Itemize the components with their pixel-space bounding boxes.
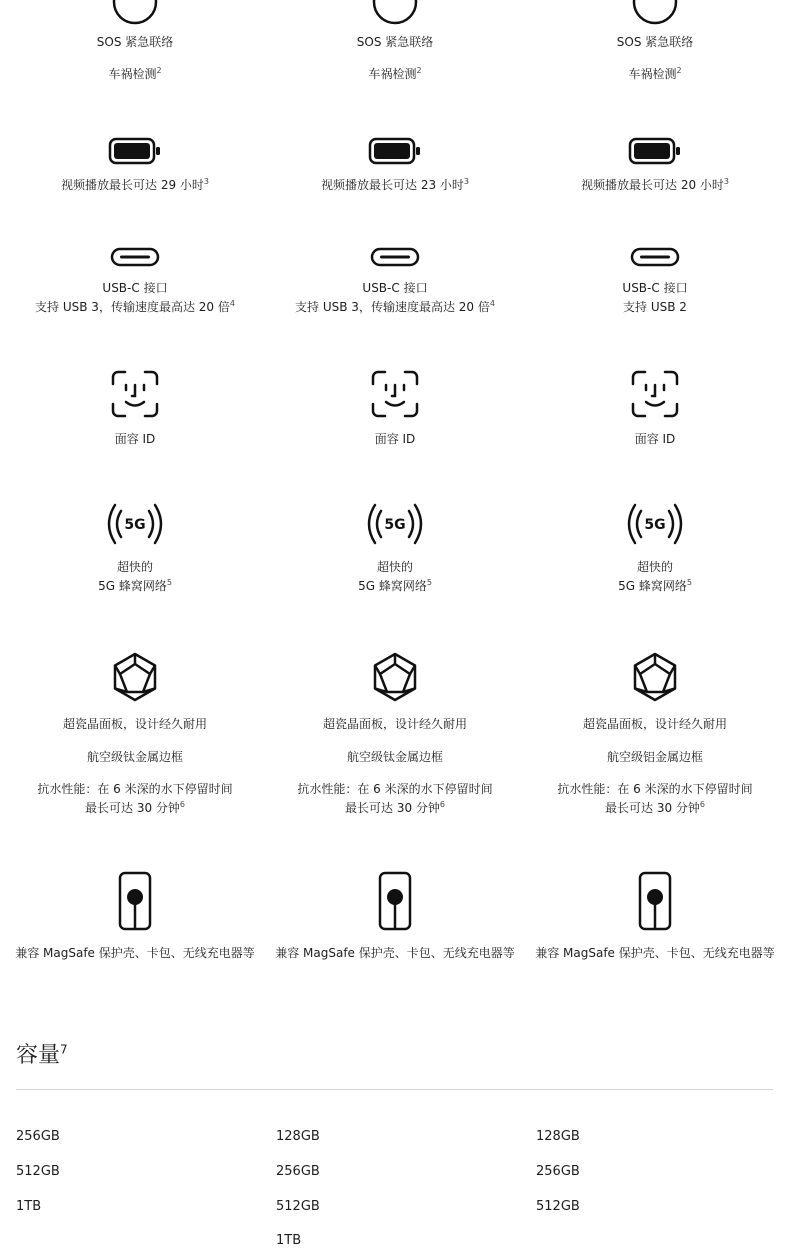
5g-label-line2: 5G 蜂窝网络$^5$: [618, 578, 692, 593]
5g-label-line1: 超快的: [116, 560, 153, 574]
water-label-line1: 抗水性能：在 6 米深的水下停留时间: [37, 782, 233, 796]
capacity-option: 128GB: [536, 1129, 580, 1144]
usb-title: USB-C 接口: [102, 281, 168, 295]
capacity-option: 512GB: [16, 1164, 60, 1179]
battery-icon: [368, 137, 422, 165]
5g-icon: [625, 501, 685, 547]
face-id-icon: [370, 369, 420, 419]
5g-label-line2: 5G 蜂窝网络$^5$: [358, 578, 432, 593]
5g-label-line1: 超快的: [636, 560, 673, 574]
face-id-label: 面容 ID: [634, 432, 676, 446]
frame-label: 航空级钛金属边框: [346, 750, 443, 764]
crash-detection-label: 车祸检测$^2$: [628, 66, 682, 81]
water-label-line1: 抗水性能：在 6 米深的水下停留时间: [297, 782, 493, 796]
water-label-line2: 最长可达 30 分钟$^6$: [605, 800, 705, 815]
battery-label: 视频播放最长可达 23 小时$^3$: [321, 177, 469, 192]
usb-detail: 支持 USB 2: [623, 300, 687, 314]
capacity-option: 256GB: [276, 1164, 320, 1179]
ceramic-label: 超瓷晶面板，设计经久耐用: [62, 717, 207, 731]
ceramic-shield-icon: [630, 652, 680, 702]
magsafe-label: 兼容 MagSafe 保护壳、卡包、无线充电器等: [275, 946, 515, 960]
capacity-option: 512GB: [276, 1199, 320, 1214]
capacity-option: 256GB: [536, 1164, 580, 1179]
svg-text:5G: 5G: [644, 517, 666, 533]
capacity-option: 1TB: [276, 1233, 302, 1248]
magsafe-label: 兼容 MagSafe 保护壳、卡包、无线充电器等: [15, 946, 255, 960]
water-label-line2: 最长可达 30 分钟$^6$: [85, 800, 185, 815]
battery-icon: [108, 137, 162, 165]
sos-label: SOS 紧急联络: [616, 35, 694, 49]
water-label-line2: 最长可达 30 分钟$^6$: [345, 800, 445, 815]
capacity-option: 256GB: [16, 1129, 60, 1144]
crash-detection-label: 车祸检测$^2$: [368, 66, 422, 81]
capacity-option: 1TB: [16, 1199, 42, 1214]
ceramic-label: 超瓷晶面板，设计经久耐用: [582, 717, 727, 731]
water-label-line1: 抗水性能：在 6 米深的水下停留时间: [557, 782, 753, 796]
battery-icon: [628, 137, 682, 165]
usb-detail: 支持 USB 3，传输速度最高达 20 倍$^4$: [35, 299, 235, 314]
battery-label: 视频播放最长可达 29 小时$^3$: [61, 177, 209, 192]
crash-detection-label: 车祸检测$^2$: [108, 66, 162, 81]
magsafe-icon: [378, 871, 412, 931]
frame-label: 航空级铝金属边框: [606, 750, 703, 764]
magsafe-icon: [118, 871, 152, 931]
sos-label: SOS 紧急联络: [356, 35, 434, 49]
usb-c-icon: [110, 246, 160, 268]
frame-label: 航空级钛金属边框: [86, 750, 183, 764]
face-id-icon: [630, 369, 680, 419]
svg-text:5G: 5G: [384, 517, 406, 533]
capacity-heading: 容量$^7$: [16, 1042, 68, 1068]
usb-detail: 支持 USB 3，传输速度最高达 20 倍$^4$: [295, 299, 495, 314]
ceramic-shield-icon: [370, 652, 420, 702]
capacity-option: 128GB: [276, 1129, 320, 1144]
face-id-icon: [110, 369, 160, 419]
usb-title: USB-C 接口: [622, 281, 688, 295]
5g-icon: [365, 501, 425, 547]
sos-label: SOS 紧急联络: [96, 35, 174, 49]
usb-c-icon: [370, 246, 420, 268]
svg-text:5G: 5G: [124, 517, 146, 533]
magsafe-label: 兼容 MagSafe 保护壳、卡包、无线充电器等: [535, 946, 775, 960]
sos-icon: [371, 0, 419, 26]
5g-icon: [105, 501, 165, 547]
face-id-label: 面容 ID: [374, 432, 416, 446]
sos-icon: [631, 0, 679, 26]
usb-c-icon: [630, 246, 680, 268]
capacity-option: 512GB: [536, 1199, 580, 1214]
5g-label-line1: 超快的: [376, 560, 413, 574]
sos-icon: [111, 0, 159, 26]
face-id-label: 面容 ID: [114, 432, 156, 446]
usb-title: USB-C 接口: [362, 281, 428, 295]
ceramic-shield-icon: [110, 652, 160, 702]
ceramic-label: 超瓷晶面板，设计经久耐用: [322, 717, 467, 731]
5g-label-line2: 5G 蜂窝网络$^5$: [98, 578, 172, 593]
battery-label: 视频播放最长可达 20 小时$^3$: [581, 177, 729, 192]
divider: [16, 1089, 773, 1090]
magsafe-icon: [638, 871, 672, 931]
